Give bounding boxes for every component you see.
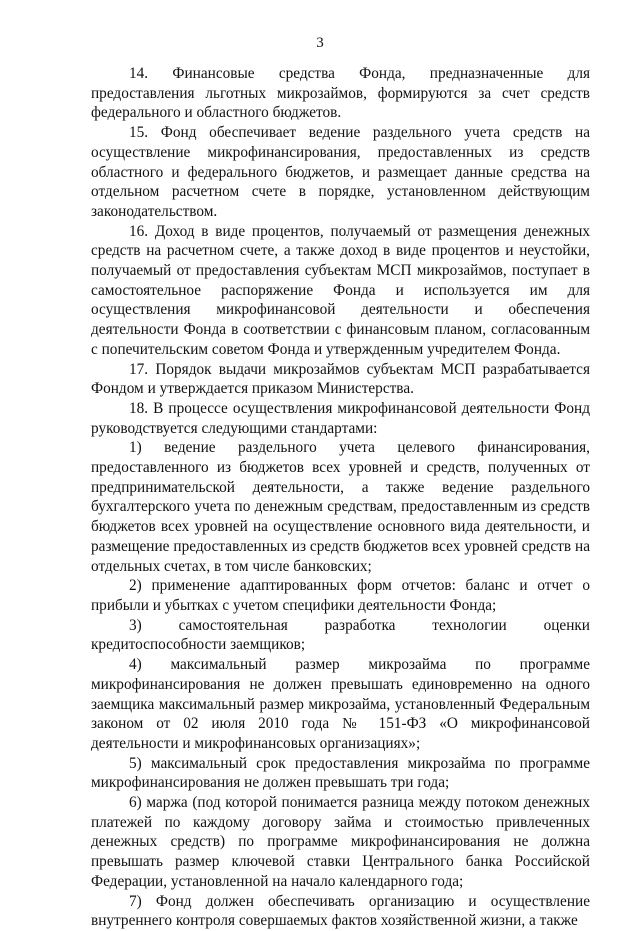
document-body [91, 64, 590, 931]
paragraph-17: 17. Порядок выдачи микрозаймов субъектам МСП разрабатывается Фондом и утверждается приказом Министерства. [91, 360, 590, 398]
paragraph-14: 14. Финансовые средства Фонда, предназначенные для предоставления льготных микрозаймов, формируются за счет средств федерального и областного бюджетов. [91, 65, 590, 122]
paragraph-16: 16. Доход в виде процентов, получаемый от размещения денежных средств на расчетном счете, а также доход в виде процентов и неустойки, получаемый от предоставления субъектам МСП микрозаймов, поступает в самостоятельное распоряжение Фонда и используется им для осуществления микрофинансовой деятельности и обеспечения деятельности Фонда в соответствии с финансовым планом, согласованным с попечительским советом Фонда и утвержденным учредителем Фонда. [91, 222, 590, 358]
list-item-7: 7) Фонд должен обеспечивать организацию и осуществление внутреннего контроля совершаемых фактов хозяйственной жизни, а также [91, 892, 590, 930]
paragraph-15: 15. Фонд обеспечивает ведение раздельного учета средств на осуществление микрофинансирования, предоставленных из средств областного и федерального бюджетов, и размещает данные средства на отдельном расчетном счете в порядке, установленном действующим законодательством. [91, 124, 590, 220]
list-item-4: 4) максимальный размер микрозайма по программе микрофинансирования не должен превышать единовременно на одного заемщика максимальный размер микрозайма, установленный Федеральным законом от 02 июля 2010 года № 151-ФЗ «О микрофинансовой деятельности и микрофинансовых организациях»; [91, 656, 590, 752]
list-item-1: 1) ведение раздельного учета целевого финансирования, предоставленного из бюджетов всех уровней и средств, полученных от предпринимательской деятельности, а также ведение раздельного бухгалтерского учета по денежным средствам, предоставленным из средств бюджетов всех уровней на осуществление основного вида деятельности, и размещение предоставленных из средств бюджетов всех уровней средств на отдельных счетах, в том числе банковских; [91, 439, 590, 575]
list-item-6: 6) маржа (под которой понимается разница между потоком денежных платежей по каждому договору займа и стоимостью привлеченных денежных средств) по программе микрофинансирования не должна превышать размер ключевой ставки Центрального банка Российской Федерации, установленной на начало календарного года; [91, 794, 590, 890]
list-item-2: 2) применение адаптированных форм отчетов: баланс и отчет о прибыли и убытках с учетом специфики деятельности Фонда; [91, 577, 590, 614]
paragraph-18: 18. В процессе осуществления микрофинансовой деятельности Фонд руководствуется следующими стандартами: [91, 399, 590, 437]
page-number: 3 [316, 35, 324, 51]
list-item-3: 3) самостоятельная разработка технологии оценки кредитоспособности заемщиков; [91, 616, 590, 654]
list-item-5: 5) максимальный срок предоставления микрозайма по программе микрофинансирования не должен превышать три года; [91, 754, 590, 792]
